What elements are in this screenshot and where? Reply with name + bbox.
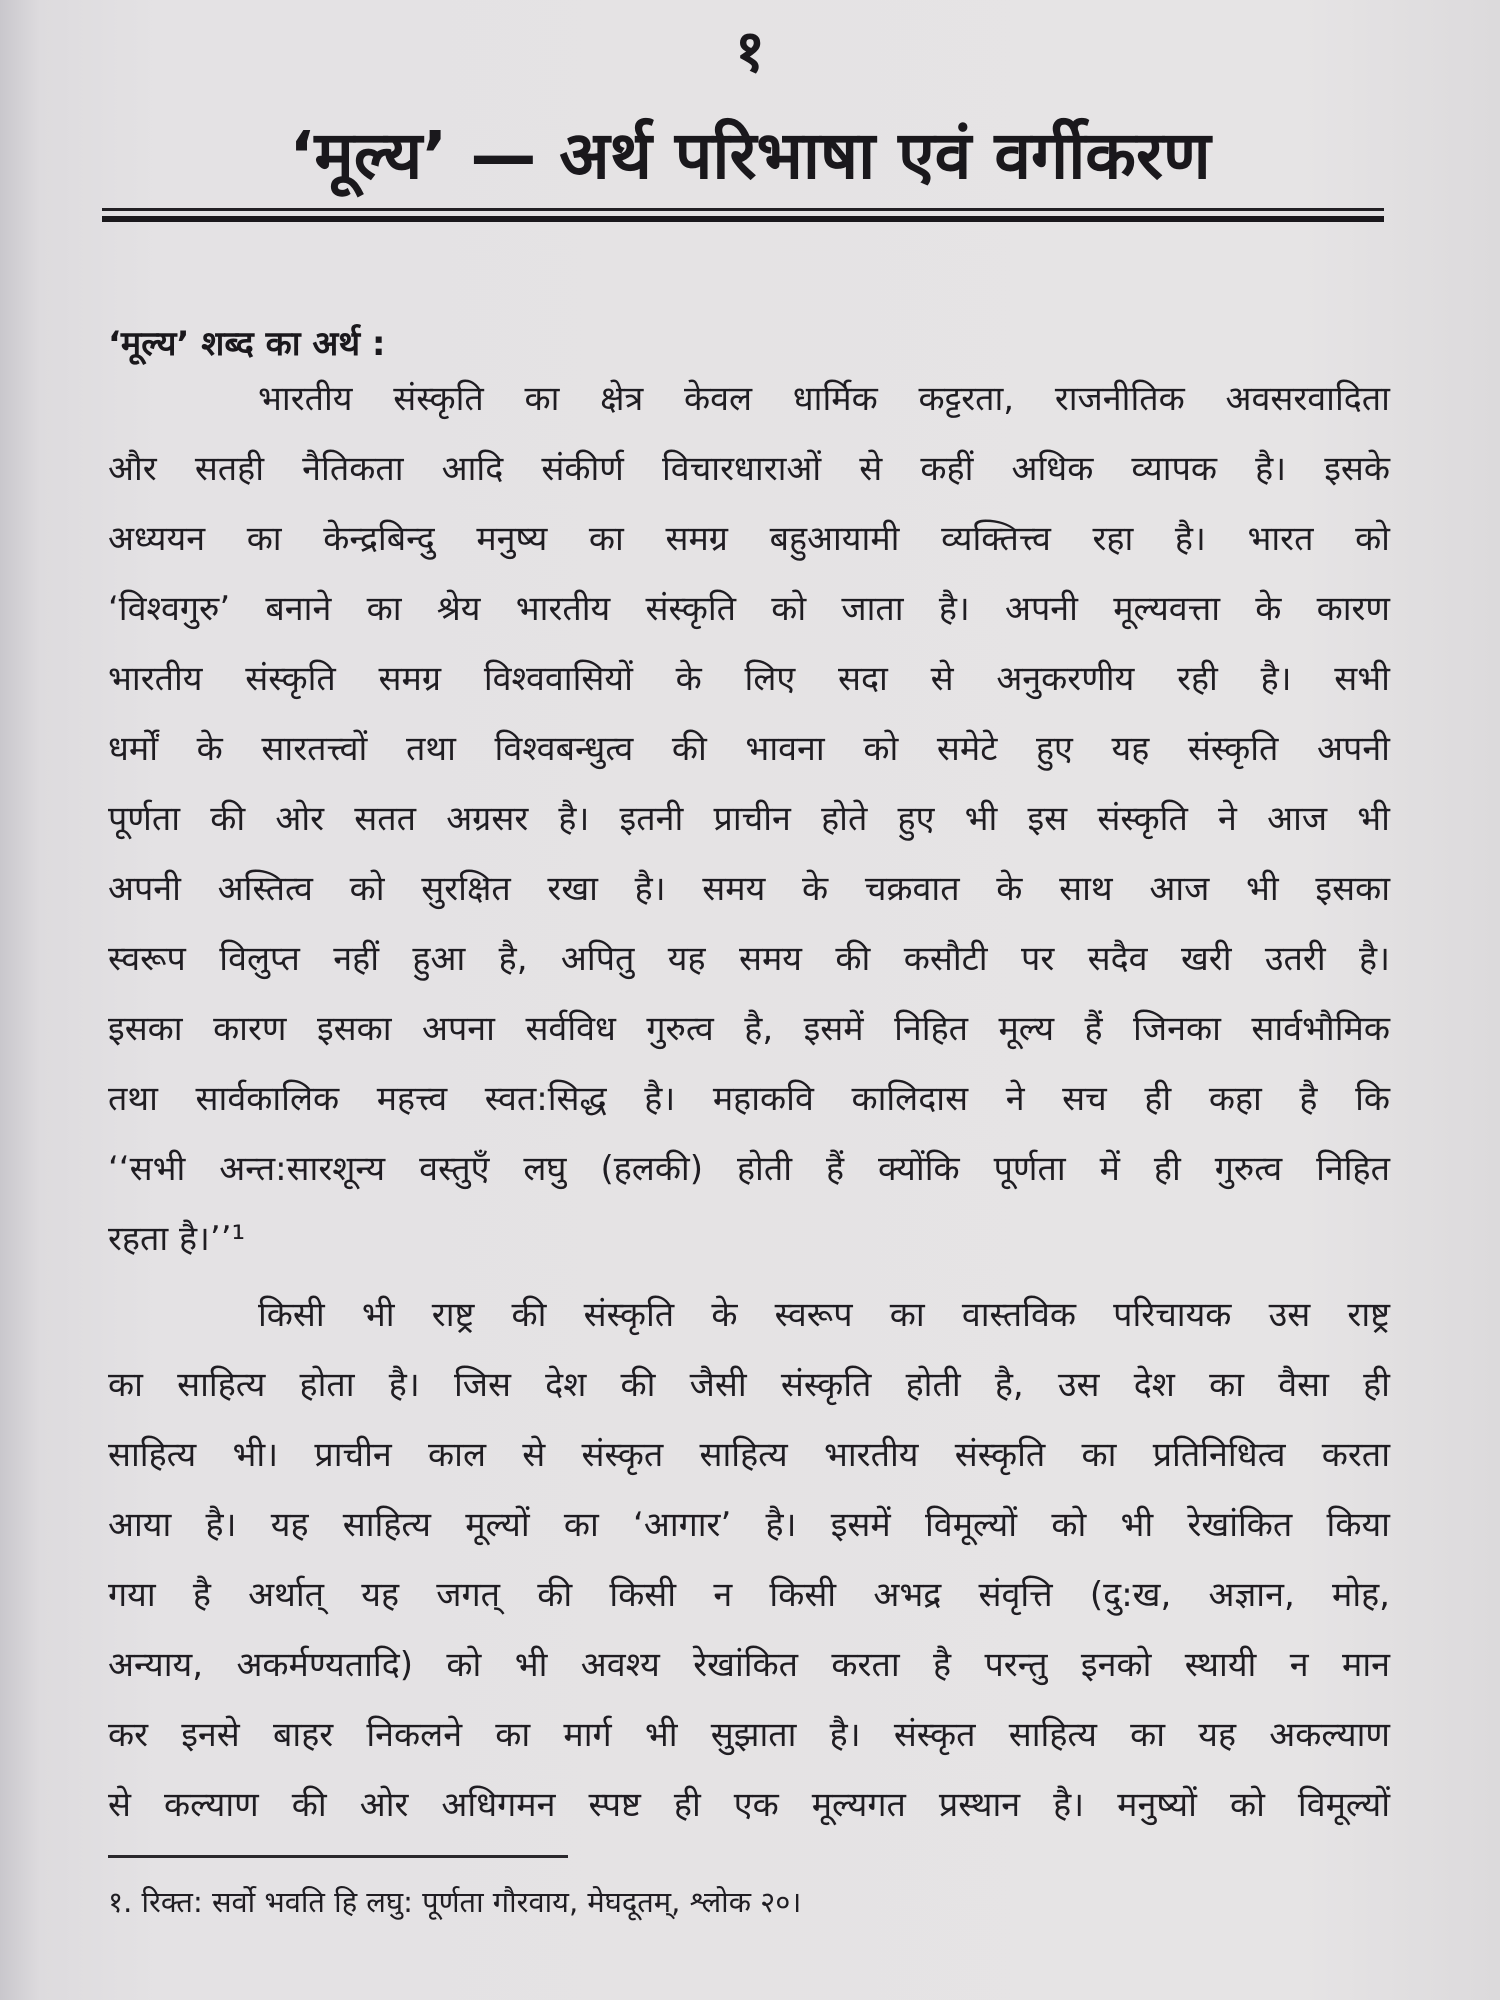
chapter-number: १ xyxy=(734,17,766,85)
footnote: १. रिक्त: सर्वो भवति हि लघु: पूर्णता गौरवाय, मेघदूतम्, श्लोक २०। xyxy=(108,1885,802,1919)
chapter-title: ‘मूल्य’ — अर्थ परिभाषा एवं वर्गीकरण xyxy=(289,117,1211,194)
body-line: भारतीय संस्कृति समग्र विश्ववासियों के लिए सदा से अनुकरणीय रही है। सभी xyxy=(108,659,1390,699)
body-line: का साहित्य होता है। जिस देश की जैसी संस्कृति होती है, उस देश का वैसा ही xyxy=(108,1365,1390,1405)
title-rule-thin xyxy=(102,208,1384,211)
body-line: अध्ययन का केन्द्रबिन्दु मनुष्य का समग्र बहुआयामी व्यक्तित्त्व रहा है। भारत को xyxy=(108,519,1390,559)
body-line: साहित्य भी। प्राचीन काल से संस्कृत साहित्य भारतीय संस्कृति का प्रतिनिधित्व करता xyxy=(108,1435,1390,1475)
footnote-divider xyxy=(108,1855,568,1858)
body-line: ‘‘सभी अन्त:सारशून्य वस्तुएँ लघु (हलकी) होती हैं क्योंकि पूर्णता में ही गुरुत्व निहित xyxy=(108,1149,1390,1189)
body-line: इसका कारण इसका अपना सर्वविध गुरुत्व है, इसमें निहित मूल्य हैं जिनका सार्वभौमिक xyxy=(108,1009,1390,1049)
body-line: स्वरूप विलुप्त नहीं हुआ है, अपितु यह समय की कसौटी पर सदैव खरी उतरी है। xyxy=(108,939,1390,979)
body-line: तथा सार्वकालिक महत्त्व स्वत:सिद्ध है। महाकवि कालिदास ने सच ही कहा है कि xyxy=(108,1079,1390,1119)
body-line: ‘विश्वगुरु’ बनाने का श्रेय भारतीय संस्कृति को जाता है। अपनी मूल्यवत्ता के कारण xyxy=(108,589,1390,629)
body-line: रहता है।’’¹ xyxy=(108,1219,246,1259)
body-line: अन्याय, अकर्मण्यतादि) को भी अवश्य रेखांकित करता है परन्तु इनको स्थायी न मान xyxy=(108,1645,1390,1685)
body-line: अपनी अस्तित्व को सुरक्षित रखा है। समय के चक्रवात के साथ आज भी इसका xyxy=(108,869,1390,909)
body-line: धर्मों के सारतत्त्वों तथा विश्वबन्धुत्व की भावना को समेटे हुए यह संस्कृति अपनी xyxy=(108,729,1390,769)
body-line: किसी भी राष्ट्र की संस्कृति के स्वरूप का वास्तविक परिचायक उस राष्ट्र xyxy=(258,1295,1390,1335)
section-heading: ‘मूल्य’ शब्द का अर्थ : xyxy=(108,324,386,364)
body-line: आया है। यह साहित्य मूल्यों का ‘आगार’ है। इसमें विमूल्यों को भी रेखांकित किया xyxy=(108,1505,1390,1545)
body-line: और सतही नैतिकता आदि संकीर्ण विचारधाराओं से कहीं अधिक व्यापक है। इसके xyxy=(108,449,1390,489)
body-line: से कल्याण की ओर अधिगमन स्पष्ट ही एक मूल्यगत प्रस्थान है। मनुष्यों को विमूल्यों xyxy=(108,1785,1390,1825)
body-line: गया है अर्थात् यह जगत् की किसी न किसी अभद्र संवृत्ति (दु:ख, अज्ञान, मोह, xyxy=(108,1575,1390,1615)
body-line: भारतीय संस्कृति का क्षेत्र केवल धार्मिक कट्टरता, राजनीतिक अवसरवादिता xyxy=(258,379,1390,419)
body-line: पूर्णता की ओर सतत अग्रसर है। इतनी प्राचीन होते हुए भी इस संस्कृति ने आज भी xyxy=(108,799,1390,839)
title-rule-thick xyxy=(102,216,1384,222)
body-line: कर इनसे बाहर निकलने का मार्ग भी सुझाता है। संस्कृत साहित्य का यह अकल्याण xyxy=(108,1715,1390,1755)
